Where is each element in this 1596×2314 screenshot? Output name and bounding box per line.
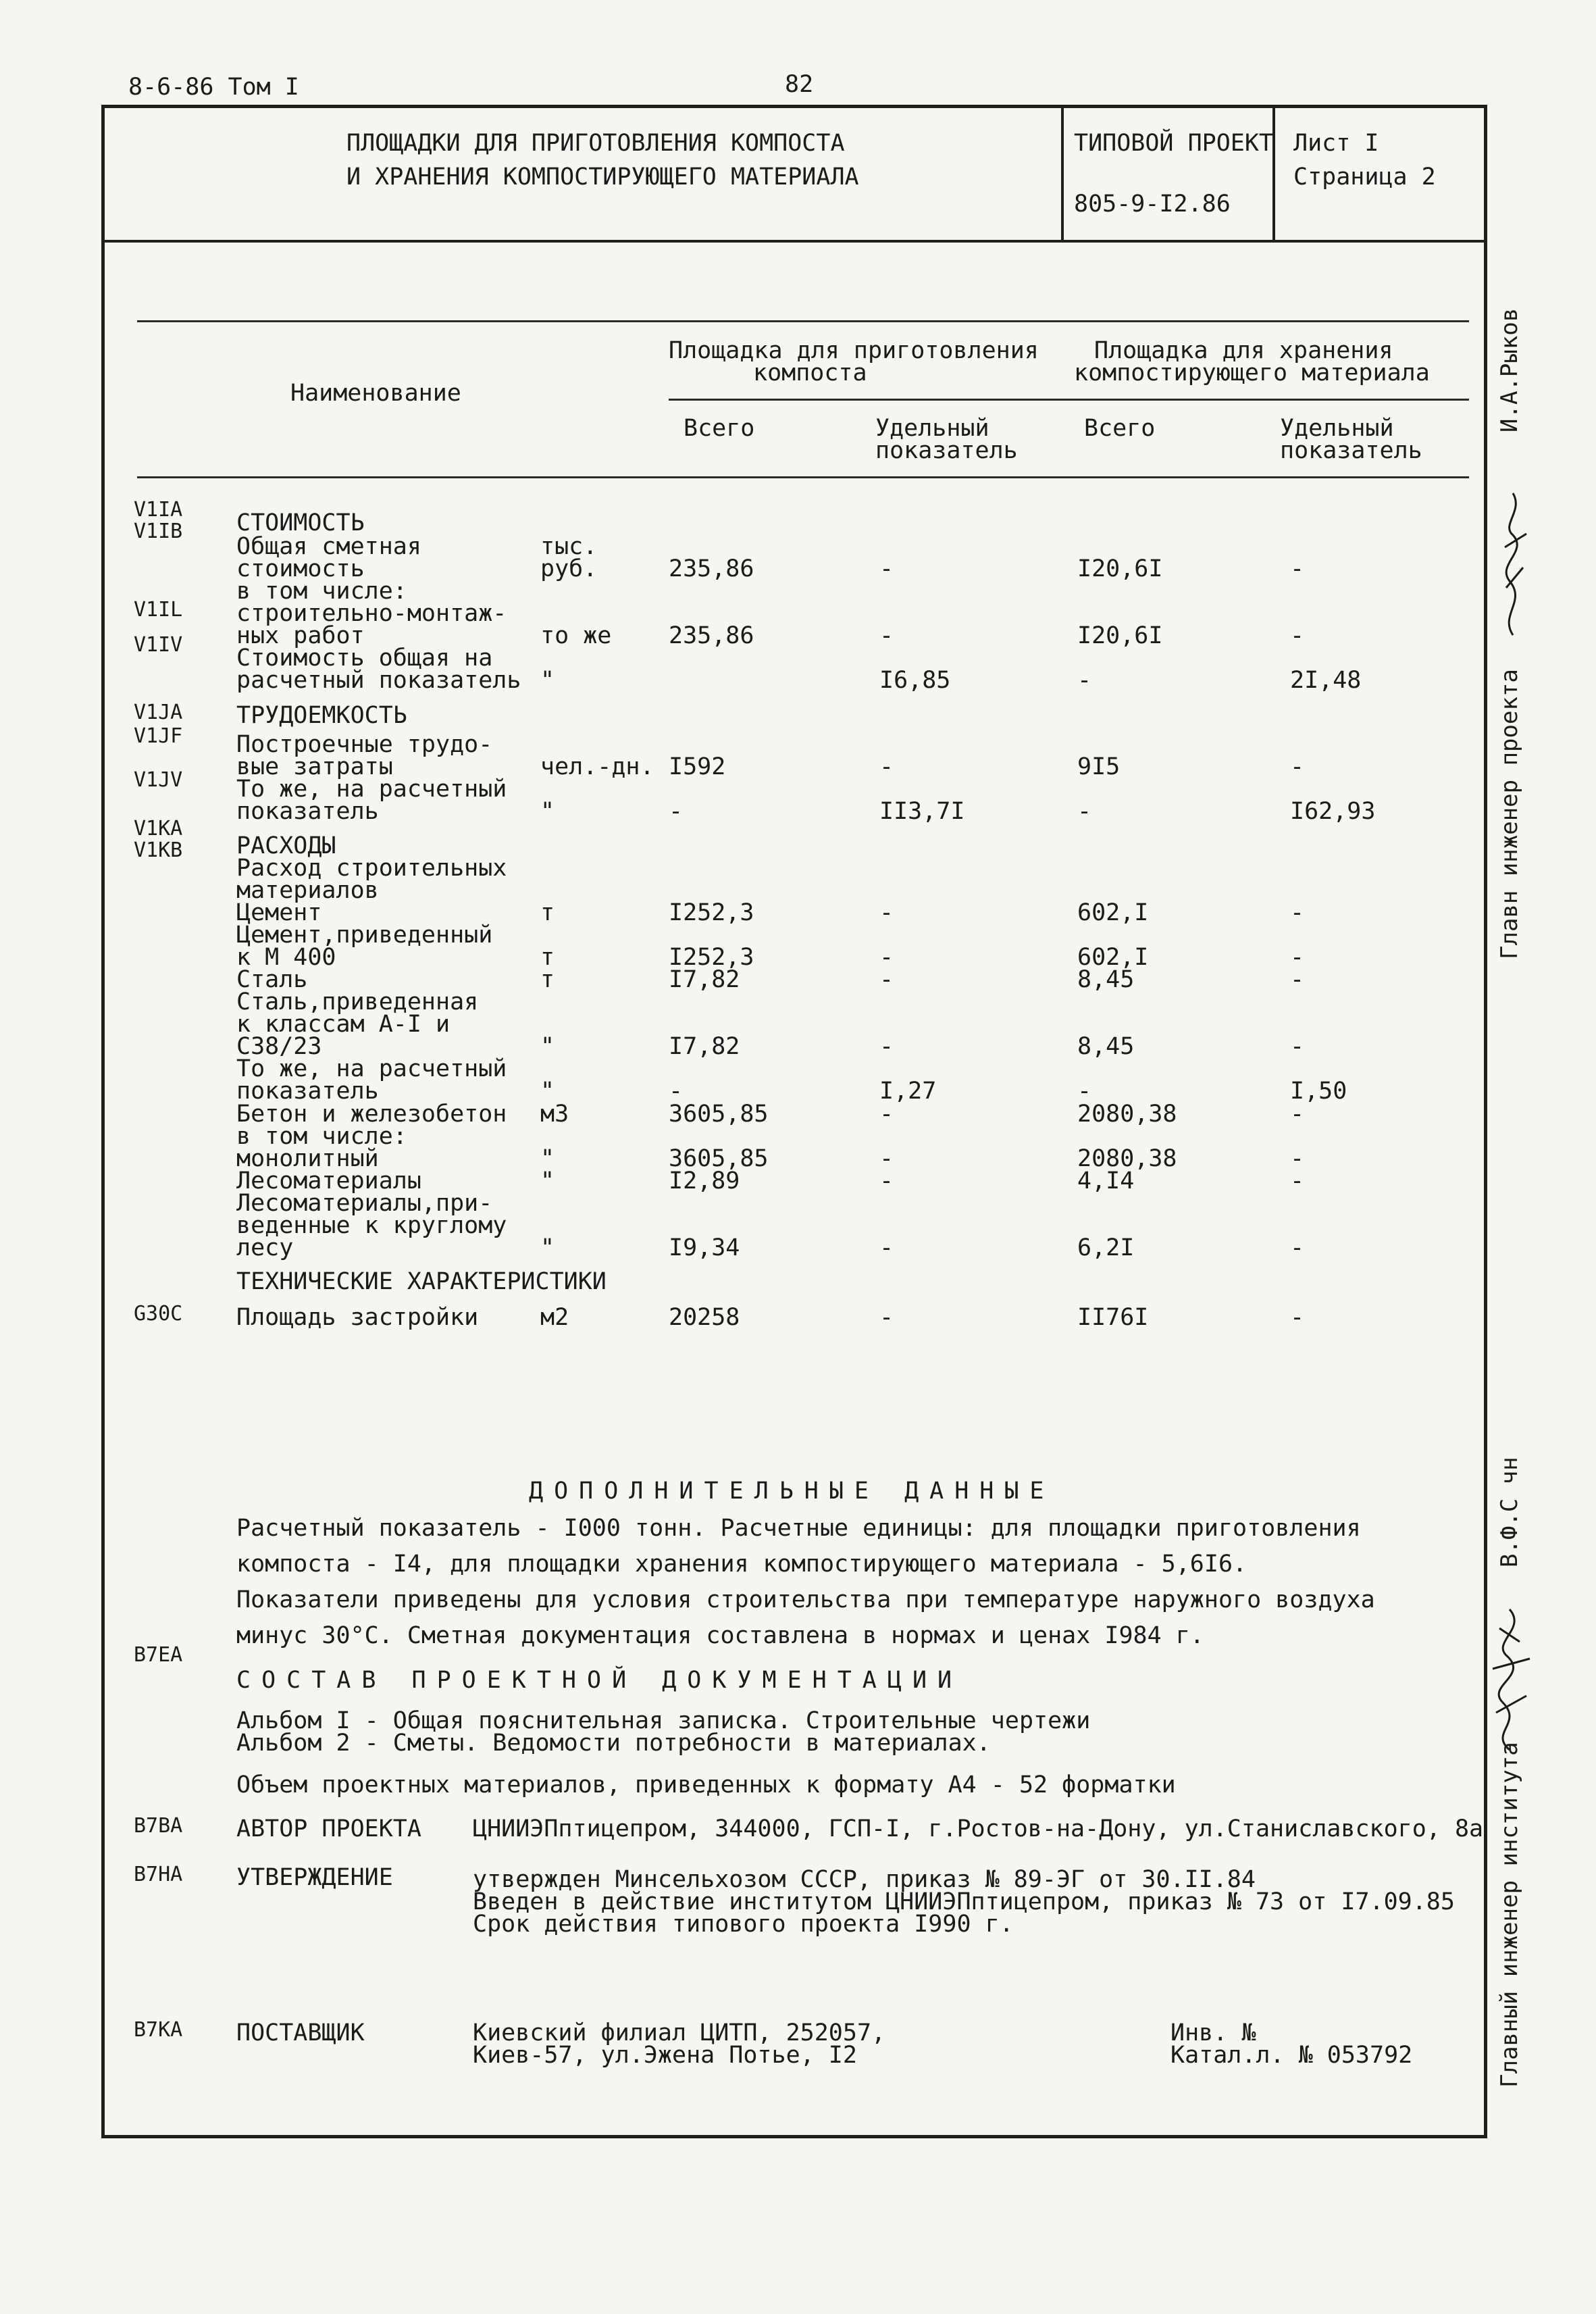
sheet-number: Лист I — [1293, 130, 1379, 157]
row-name: в том числе: — [236, 578, 407, 605]
row-code: V1IA — [134, 498, 183, 522]
value-prep-specific: - — [879, 1167, 894, 1194]
col-name-header: Наименование — [290, 380, 461, 407]
value-prep-total: I252,3 — [669, 944, 754, 971]
header-divider — [101, 240, 1487, 243]
row-name: показатель — [236, 798, 379, 825]
col-total-1-header: Всего — [684, 415, 755, 442]
composition-album-1: Альбом I - Общая пояснительная записка. Строительные чертежи — [236, 1707, 1091, 1734]
row-unit: чел.-дн. — [540, 753, 654, 780]
group1-header-line2: компоста — [753, 359, 867, 386]
value-prep-specific: - — [879, 966, 894, 993]
row-name: строительно-монтаж- — [236, 600, 507, 627]
additional-line-3: Показатели приведены для условия строительства при температуре наружного воздуха — [236, 1586, 1375, 1613]
row-code: V1IB — [134, 520, 183, 543]
value-storage-specific: - — [1290, 1101, 1305, 1128]
value-prep-specific: II3,7I — [879, 798, 965, 825]
composition-volume: Объем проектных материалов, приведенных к формату А4 - 52 форматки — [236, 1771, 1176, 1799]
value-prep-total: I7,82 — [669, 966, 740, 993]
value-storage-specific: - — [1290, 966, 1305, 993]
approval-label: УТВЕРЖДЕНИЕ — [236, 1864, 393, 1891]
col-specific-2-header-line2: показатель — [1280, 437, 1422, 464]
value-prep-total: - — [669, 798, 684, 825]
row-name: Площадь застройки — [236, 1304, 479, 1331]
value-storage-specific: - — [1290, 1033, 1305, 1060]
row-name: к классам А-I и — [236, 1011, 451, 1038]
value-prep-specific: - — [879, 944, 894, 971]
row-unit: " — [540, 1234, 555, 1261]
value-prep-total: I2,89 — [669, 1167, 740, 1194]
row-name: Сталь,приведенная — [236, 988, 479, 1015]
composition-code: B7EA — [134, 1643, 183, 1667]
row-unit: " — [540, 798, 555, 825]
approval-line-2: Введен в действие институтом ЦНИИЭПптицепром, приказ № 73 от I7.09.85 — [473, 1888, 1455, 1915]
value-storage-total: - — [1077, 1078, 1092, 1105]
approval-line-1: утвержден Минсельхозом СССР, приказ № 89-ЭГ от 30.II.84 — [473, 1866, 1256, 1893]
row-name: РАСХОДЫ — [236, 832, 336, 859]
table-top-rule — [137, 320, 1469, 322]
row-code: V1IV — [134, 633, 183, 657]
row-name: ных работ — [236, 622, 365, 649]
value-storage-total: 2080,38 — [1077, 1101, 1177, 1128]
row-name: Стоимость общая на — [236, 645, 493, 672]
row-name: Расход строительных — [236, 855, 507, 882]
author-label: АВТОР ПРОЕКТА — [236, 1815, 421, 1842]
row-name: вые затраты — [236, 753, 393, 780]
value-storage-specific: - — [1290, 1145, 1305, 1172]
row-unit: " — [540, 667, 555, 694]
chief-engineer-institute-caption: Главный инженер института — [1496, 1742, 1523, 2088]
row-name: в том числе: — [236, 1123, 407, 1150]
value-storage-specific: - — [1290, 1234, 1305, 1261]
page-number: 82 — [785, 71, 814, 98]
row-name: Лесоматериалы — [236, 1167, 421, 1194]
signature-institute-engineer — [1483, 1601, 1537, 1757]
value-prep-total: I592 — [669, 753, 726, 780]
row-name: расчетный показатель — [236, 667, 521, 694]
value-storage-total: 602,I — [1077, 944, 1149, 971]
value-storage-total: - — [1077, 667, 1092, 694]
value-storage-specific: - — [1290, 555, 1305, 582]
row-name: Общая сметная — [236, 533, 421, 560]
value-prep-specific: - — [879, 555, 894, 582]
row-code: V1JF — [134, 724, 183, 748]
project-number: 805-9-I2.86 — [1074, 191, 1231, 218]
value-storage-total: 8,45 — [1077, 1033, 1135, 1060]
row-code: V1JA — [134, 701, 183, 724]
row-name: материалов — [236, 877, 379, 904]
row-code: V1KA — [134, 817, 183, 840]
row-unit: м2 — [540, 1304, 569, 1331]
table-group-rule — [669, 399, 1469, 401]
value-storage-specific: - — [1290, 899, 1305, 926]
value-prep-specific: - — [879, 899, 894, 926]
project-type: ТИПОВОЙ ПРОЕКТ — [1074, 130, 1274, 157]
row-name: Сталь — [236, 966, 308, 993]
row-name: Лесоматериалы,при- — [236, 1190, 493, 1217]
additional-line-4: минус 30°С. Сметная документация составлена в нормах и ценах I984 г. — [236, 1622, 1204, 1649]
chief-engineer-project-name: И.А.Рыков — [1496, 307, 1523, 432]
value-prep-total: I252,3 — [669, 899, 754, 926]
value-storage-total: 602,I — [1077, 899, 1149, 926]
row-name: С38/23 — [236, 1033, 322, 1060]
chief-engineer-project-caption: Главн инженер проекта — [1496, 669, 1523, 959]
value-storage-total: I20,6I — [1077, 555, 1163, 582]
header-title-line2: И ХРАНЕНИЯ КОМПОСТИРУЮЩЕГО МАТЕРИАЛА — [346, 164, 859, 191]
value-prep-total: I9,34 — [669, 1234, 740, 1261]
composition-heading: СОСТАВ ПРОЕКТНОЙ ДОКУМЕНТАЦИИ — [236, 1667, 963, 1694]
row-name: лесу — [236, 1234, 294, 1261]
value-storage-specific: 2I,48 — [1290, 667, 1362, 694]
chief-engineer-institute-name: В.Ф.С чн — [1496, 1457, 1523, 1567]
value-storage-total: 9I5 — [1077, 753, 1121, 780]
group2-header-line1: Площадка для хранения — [1094, 337, 1393, 364]
header-divider-v2 — [1272, 105, 1275, 240]
value-prep-specific: - — [879, 1234, 894, 1261]
series-label: 8-6-86 Том I — [128, 74, 299, 101]
value-prep-total: I7,82 — [669, 1033, 740, 1060]
group2-header-line2: компостирующего материала — [1074, 359, 1430, 386]
additional-line-2: компоста - I4, для площадки хранения компостирующего материала - 5,6I6. — [236, 1551, 1247, 1578]
value-storage-specific: - — [1290, 753, 1305, 780]
row-unit: то же — [540, 622, 612, 649]
value-prep-specific: I6,85 — [879, 667, 951, 694]
row-code: V1JV — [134, 768, 183, 792]
col-specific-1-header-line2: показатель — [875, 437, 1018, 464]
col-specific-2-header-line1: Удельный — [1280, 415, 1394, 442]
page-label: Страница 2 — [1293, 164, 1436, 191]
value-prep-specific: I,27 — [879, 1078, 937, 1105]
value-storage-total: 2080,38 — [1077, 1145, 1177, 1172]
row-unit: тыс. — [540, 533, 598, 560]
row-code: V1IL — [134, 598, 183, 622]
row-code: V1KB — [134, 838, 183, 862]
row-name: стоимость — [236, 555, 365, 582]
additional-line-1: Расчетный показатель - I000 тонн. Расчетные единицы: для площадки приготовления — [236, 1515, 1361, 1542]
row-name: То же, на расчетный — [236, 1055, 507, 1082]
value-storage-specific: - — [1290, 1304, 1305, 1331]
author-code: B7BA — [134, 1814, 183, 1838]
value-prep-specific: - — [879, 1145, 894, 1172]
value-prep-specific: - — [879, 1033, 894, 1060]
supplier-line-2: Киев-57, ул.Эжена Потье, I2 — [473, 2042, 857, 2069]
value-storage-total: 4,I4 — [1077, 1167, 1135, 1194]
value-prep-total: 235,86 — [669, 555, 754, 582]
supplier-line-1: Киевский филиал ЦИТП, 252057, — [473, 2019, 886, 2046]
row-unit: м3 — [540, 1101, 569, 1128]
value-storage-total: - — [1077, 798, 1092, 825]
value-prep-total: 235,86 — [669, 622, 754, 649]
catalog-number: Катал.л. № 053792 — [1170, 2042, 1413, 2069]
composition-album-2: Альбом 2 - Сметы. Ведомости потребности в материалах. — [236, 1730, 991, 1757]
supplier-label: ПОСТАВЩИК — [236, 2019, 365, 2046]
row-name: СТОИМОСТЬ — [236, 509, 365, 536]
value-storage-specific: - — [1290, 944, 1305, 971]
row-unit: " — [540, 1033, 555, 1060]
row-name: Цемент — [236, 899, 322, 926]
approval-line-3: Срок действия типового проекта I990 г. — [473, 1911, 1014, 1938]
col-specific-1-header-line1: Удельный — [875, 415, 989, 442]
row-unit: " — [540, 1078, 555, 1105]
value-storage-specific: - — [1290, 1167, 1305, 1194]
value-storage-specific: - — [1290, 622, 1305, 649]
signature-project-engineer — [1493, 486, 1533, 642]
value-storage-total: I20,6I — [1077, 622, 1163, 649]
value-prep-total: 20258 — [669, 1304, 740, 1331]
col-total-2-header: Всего — [1084, 415, 1156, 442]
row-name: монолитный — [236, 1145, 379, 1172]
header-title-line1: ПЛОЩАДКИ ДЛЯ ПРИГОТОВЛЕНИЯ КОМПОСТА — [346, 130, 845, 157]
row-name: То же, на расчетный — [236, 776, 507, 803]
value-prep-total: 3605,85 — [669, 1145, 769, 1172]
value-storage-total: II76I — [1077, 1304, 1149, 1331]
header-divider-v1 — [1061, 105, 1064, 240]
value-prep-specific: - — [879, 1101, 894, 1128]
group1-header-line1: Площадка для приготовления — [669, 337, 1039, 364]
value-storage-total: 8,45 — [1077, 966, 1135, 993]
row-unit: т — [540, 899, 555, 926]
approval-code: B7HA — [134, 1863, 183, 1886]
value-prep-specific: - — [879, 753, 894, 780]
value-prep-specific: - — [879, 1304, 894, 1331]
row-code: G30C — [134, 1302, 183, 1326]
row-name: ТЕХНИЧЕСКИЕ ХАРАКТЕРИСТИКИ — [236, 1268, 607, 1295]
row-unit: руб. — [540, 555, 598, 582]
row-unit: т — [540, 966, 555, 993]
row-unit: " — [540, 1145, 555, 1172]
value-prep-total: 3605,85 — [669, 1101, 769, 1128]
value-storage-total: 6,2I — [1077, 1234, 1135, 1261]
row-name: показатель — [236, 1078, 379, 1105]
row-unit: т — [540, 944, 555, 971]
row-name: Цемент,приведенный — [236, 922, 493, 949]
row-name: к М 400 — [236, 944, 336, 971]
value-storage-specific: I,50 — [1290, 1078, 1347, 1105]
author-text: ЦНИИЭПптицепром, 344000, ГСП-I, г.Ростов-на-Дону, ул.Станиславского, 8а — [473, 1815, 1484, 1842]
table-header-rule — [137, 476, 1469, 478]
row-unit: " — [540, 1167, 555, 1194]
value-prep-specific: - — [879, 622, 894, 649]
row-name: веденные к круглому — [236, 1212, 507, 1239]
inventory-number: Инв. № — [1170, 2019, 1256, 2046]
value-storage-specific: I62,93 — [1290, 798, 1376, 825]
value-prep-total: - — [669, 1078, 684, 1105]
row-name: ТРУДОЕМКОСТЬ — [236, 702, 407, 729]
row-name: Построечные трудо- — [236, 731, 493, 758]
additional-heading: ДОПОЛНИТЕЛЬНЫЕ ДАННЫЕ — [529, 1478, 1055, 1505]
row-name: Бетон и железобетон — [236, 1101, 507, 1128]
supplier-code: B7KA — [134, 2018, 183, 2042]
